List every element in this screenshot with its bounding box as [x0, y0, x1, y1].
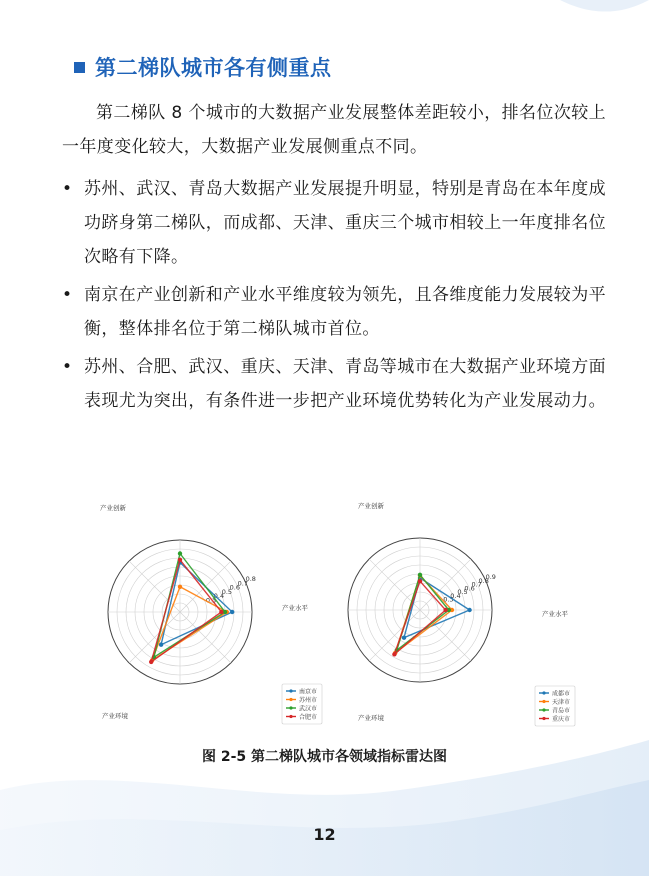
data-point — [219, 610, 223, 614]
legend-label: 武汉市 — [299, 705, 318, 713]
bullet-text: 苏州、武汉、青岛大数据产业发展提升明显，特别是青岛在本年度成功跻身第二梯队，而成都、天津、重庆三个城市相较上一年度排名位次略有下降。 — [84, 179, 606, 267]
axis-label: 产业创新 — [100, 504, 126, 512]
bullet-dot: • — [62, 285, 73, 305]
data-point — [159, 643, 163, 647]
ring-tick-label: 0.4 — [450, 591, 461, 600]
legend-marker — [289, 689, 292, 692]
ring-tick-label: 0.4 — [213, 592, 225, 601]
bullet-dot: • — [62, 357, 73, 377]
legend-label: 合肥市 — [299, 713, 318, 721]
legend-label: 青岛市 — [552, 707, 571, 715]
bullet-dot: • — [62, 179, 73, 199]
intro-paragraph: 第二梯队 8 个城市的大数据产业发展整体差距较小，排名位次较上一年度变化较大，大数据产业发展侧重点不同。 — [62, 103, 607, 157]
legend-marker — [289, 706, 292, 709]
legend-label: 南京市 — [299, 688, 318, 696]
ring-tick-label: 0.5 — [221, 587, 233, 596]
axis-label: 产业水平 — [282, 604, 308, 612]
ring-tick-label: 0.7 — [237, 579, 248, 588]
legend-label: 重庆市 — [552, 715, 571, 723]
bullet-item — [62, 350, 618, 418]
bullet-item — [62, 172, 618, 274]
ring-tick-label: 0.5 — [457, 588, 468, 597]
ring-tick-label: 0.9 — [485, 573, 496, 582]
data-point — [178, 558, 182, 562]
section-heading — [74, 50, 332, 84]
grid-spoke — [420, 610, 471, 661]
legend-label: 成都市 — [552, 690, 571, 698]
figure-caption: 图 2-5 第二梯队城市各领域指标雷达图 — [201, 749, 448, 765]
axis-label: 产业水平 — [542, 610, 568, 618]
ring-tick-label: 0.3 — [205, 596, 217, 605]
ring-tick-label: 0.8 — [245, 575, 256, 584]
axis-label: 产业创新 — [358, 502, 384, 510]
radar-chart-left — [80, 498, 330, 728]
axis-label: 产业环境 — [102, 712, 128, 720]
legend-marker — [542, 708, 545, 711]
data-point — [418, 573, 422, 577]
legend-label: 天津市 — [552, 698, 571, 706]
series-line — [404, 578, 470, 638]
bullet-item — [62, 278, 618, 346]
legend-marker — [542, 691, 545, 694]
data-point — [392, 652, 396, 656]
radar-chart-right — [330, 494, 585, 730]
bullet-text: 苏州、合肥、武汉、重庆、天津、青岛等城市在大数据产业环境方面表现尤为突出，有条件进一步把产业环境优势转化为产业发展动力。 — [84, 357, 606, 411]
heading-square-marker — [74, 62, 85, 73]
data-point — [467, 608, 471, 612]
data-point — [230, 610, 234, 614]
data-point — [418, 579, 422, 583]
data-point — [402, 636, 406, 640]
page-number: 12 — [313, 825, 336, 844]
data-point — [149, 660, 153, 664]
legend-marker — [289, 698, 292, 701]
ring-tick-label: 0.6 — [229, 583, 241, 592]
data-point — [178, 551, 182, 555]
ring-tick-label: 0.6 — [464, 584, 475, 593]
data-point — [443, 608, 447, 612]
legend-marker — [289, 715, 292, 718]
legend-marker — [542, 717, 545, 720]
legend-label: 苏州市 — [299, 696, 318, 704]
bullet-list — [62, 172, 618, 422]
data-point — [178, 585, 182, 589]
axis-label: 产业环境 — [358, 714, 384, 722]
ring-tick-label: 0.7 — [471, 580, 482, 589]
legend-marker — [542, 700, 545, 703]
bullet-text: 南京在产业创新和产业水平维度较为领先，且各维度能力发展较为平衡，整体排名位于第二梯队城市首位。 — [84, 285, 606, 339]
ring-tick-label: 0.3 — [443, 595, 454, 604]
ring-tick-label: 0.8 — [478, 576, 489, 585]
section-title: 第二梯队城市各有侧重点 — [95, 56, 332, 80]
